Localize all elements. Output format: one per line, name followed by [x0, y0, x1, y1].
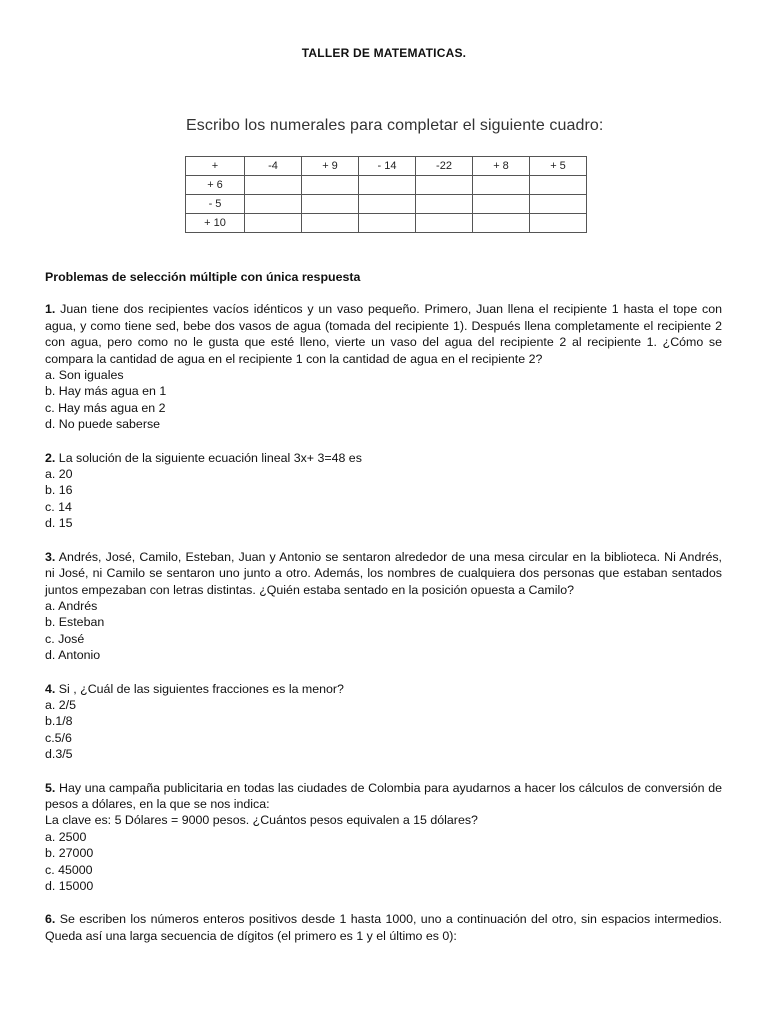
answer-option: a. 20: [45, 467, 73, 482]
table-blank-cell: [416, 195, 473, 214]
answer-option: c. Hay más agua en 2: [45, 400, 166, 415]
answer-option: d. 15000: [45, 879, 94, 893]
answer-option: a. 2/5: [45, 697, 77, 712]
problem-text: Hay una campaña publicitaria en todas las ciudades de Colombia para ayudarnos a hacer los cálculos de conversión de pesos a dólares, en la que se nos indica:: [45, 780, 722, 811]
table-header-cell: + 9: [302, 157, 359, 176]
table-header-cell: +: [186, 157, 245, 176]
table-blank-cell: [473, 195, 530, 214]
table-blank-cell: [473, 176, 530, 195]
problem-number: 5.: [45, 780, 56, 795]
table-blank-cell: [359, 176, 416, 195]
problem-number: 1.: [45, 302, 56, 317]
problem-extra-text: La clave es: 5 Dólares = 9000 pesos. ¿Cuántos pesos equivalen a 15 dólares?: [45, 813, 478, 828]
table-header-cell: + 8: [473, 157, 530, 176]
table-blank-cell: [245, 176, 302, 195]
answer-option: c.5/6: [45, 730, 72, 745]
table-header-cell: + 5: [530, 157, 587, 176]
table-blank-cell: [530, 176, 587, 195]
table-blank-cell: [416, 176, 473, 195]
problem-statement: [45, 549, 722, 598]
problem-4: [45, 681, 722, 763]
problem-number: 4.: [45, 681, 56, 696]
problem-number: 3.: [45, 549, 56, 564]
table-row: [186, 195, 587, 214]
table-header-row: [186, 157, 587, 176]
answer-option: d. No puede saberse: [45, 417, 161, 432]
answer-option: c. José: [45, 631, 85, 646]
table-row-label: + 10: [186, 214, 245, 233]
table-blank-cell: [302, 176, 359, 195]
problem-statement: [45, 301, 722, 367]
addition-table: [185, 156, 587, 233]
answer-option: c. 14: [45, 499, 72, 514]
answer-option: a. Andrés: [45, 598, 98, 613]
table-blank-cell: [359, 195, 416, 214]
answer-option: d.3/5: [45, 747, 73, 762]
problem-text: Juan tiene dos recipientes vacíos idénticos y un vaso pequeño. Primero, Juan llena el recipiente 1 hasta el tope con agua, y como tiene sed, bebe dos vasos de agua (tomada del recipiente 1). Después llena completamente el recipiente 2 con agua, pero como no le gusta que esté lleno, vierte un vaso del agua del recipiente 2 al recipiente 1. ¿Cómo se compara la cantidad de agua en el recipiente 1 con la cantidad de agua en el recipiente 2?: [45, 302, 722, 366]
table-blank-cell: [245, 214, 302, 233]
answer-option: b. Hay más agua en 1: [45, 384, 167, 399]
problem-text: Si , ¿Cuál de las siguientes fracciones es la menor?: [58, 681, 344, 696]
problem-statement: [45, 681, 722, 697]
table-header-cell: -22: [416, 157, 473, 176]
answer-option: b. Esteban: [45, 615, 105, 630]
problem-number: 2.: [45, 450, 56, 465]
problems-section: [45, 269, 722, 961]
answer-option: d. Antonio: [45, 648, 101, 663]
table-header-cell: -4: [245, 157, 302, 176]
answer-option: b.1/8: [45, 714, 73, 729]
table-blank-cell: [302, 214, 359, 233]
problem-1: [45, 301, 722, 432]
table-row-label: + 6: [186, 176, 245, 195]
table-instruction: Escribo los numerales para completar el siguiente cuadro:: [186, 117, 604, 134]
problem-5: [45, 780, 722, 895]
problem-statement: [45, 911, 722, 944]
problem-number: 6.: [45, 912, 56, 927]
table-blank-cell: [530, 214, 587, 233]
table-blank-cell: [473, 214, 530, 233]
answer-option: d. 15: [45, 516, 73, 531]
problem-text: Se escriben los números enteros positivos desde 1 hasta 1000, uno a continuación del otro, sin espacios intermedios. Queda así una larga secuencia de dígitos (el primero es 1 y el último es 0):: [45, 912, 722, 943]
problem-2: [45, 450, 722, 532]
table-blank-cell: [416, 214, 473, 233]
page-title: TALLER DE MATEMATICAS.: [301, 46, 467, 60]
problem-text: La solución de la siguiente ecuación lineal 3x+ 3=48 es: [58, 450, 362, 465]
table-header-cell: - 14: [359, 157, 416, 176]
answer-option: b. 16: [45, 483, 73, 498]
answer-option: b. 27000: [45, 846, 94, 861]
problem-statement: [45, 450, 722, 466]
problem-statement: [45, 780, 722, 813]
table-blank-cell: [530, 195, 587, 214]
answer-option: a. Son iguales: [45, 368, 124, 383]
answer-option: c. 45000: [45, 862, 93, 877]
problem-3: [45, 549, 722, 664]
section-title: Problemas de selección múltiple con única respuesta: [45, 270, 361, 284]
problem-text: Andrés, José, Camilo, Esteban, Juan y Antonio se sentaron alrededor de una mesa circular en la biblioteca. Ni Andrés, ni José, ni Camilo se sentaron uno junto a otro. Además, los nombres de cualquiera dos personas que estaban sentados juntos empezaban con letras distintas. ¿Quién estaba sentado en la posición opuesta a Camilo?: [45, 549, 722, 597]
table-blank-cell: [302, 195, 359, 214]
answer-option: a. 2500: [45, 829, 87, 844]
table-row: [186, 214, 587, 233]
table-blank-cell: [359, 214, 416, 233]
table-row-label: - 5: [186, 195, 245, 214]
table-row: [186, 176, 587, 195]
table-blank-cell: [245, 195, 302, 214]
problem-6: [45, 911, 722, 944]
